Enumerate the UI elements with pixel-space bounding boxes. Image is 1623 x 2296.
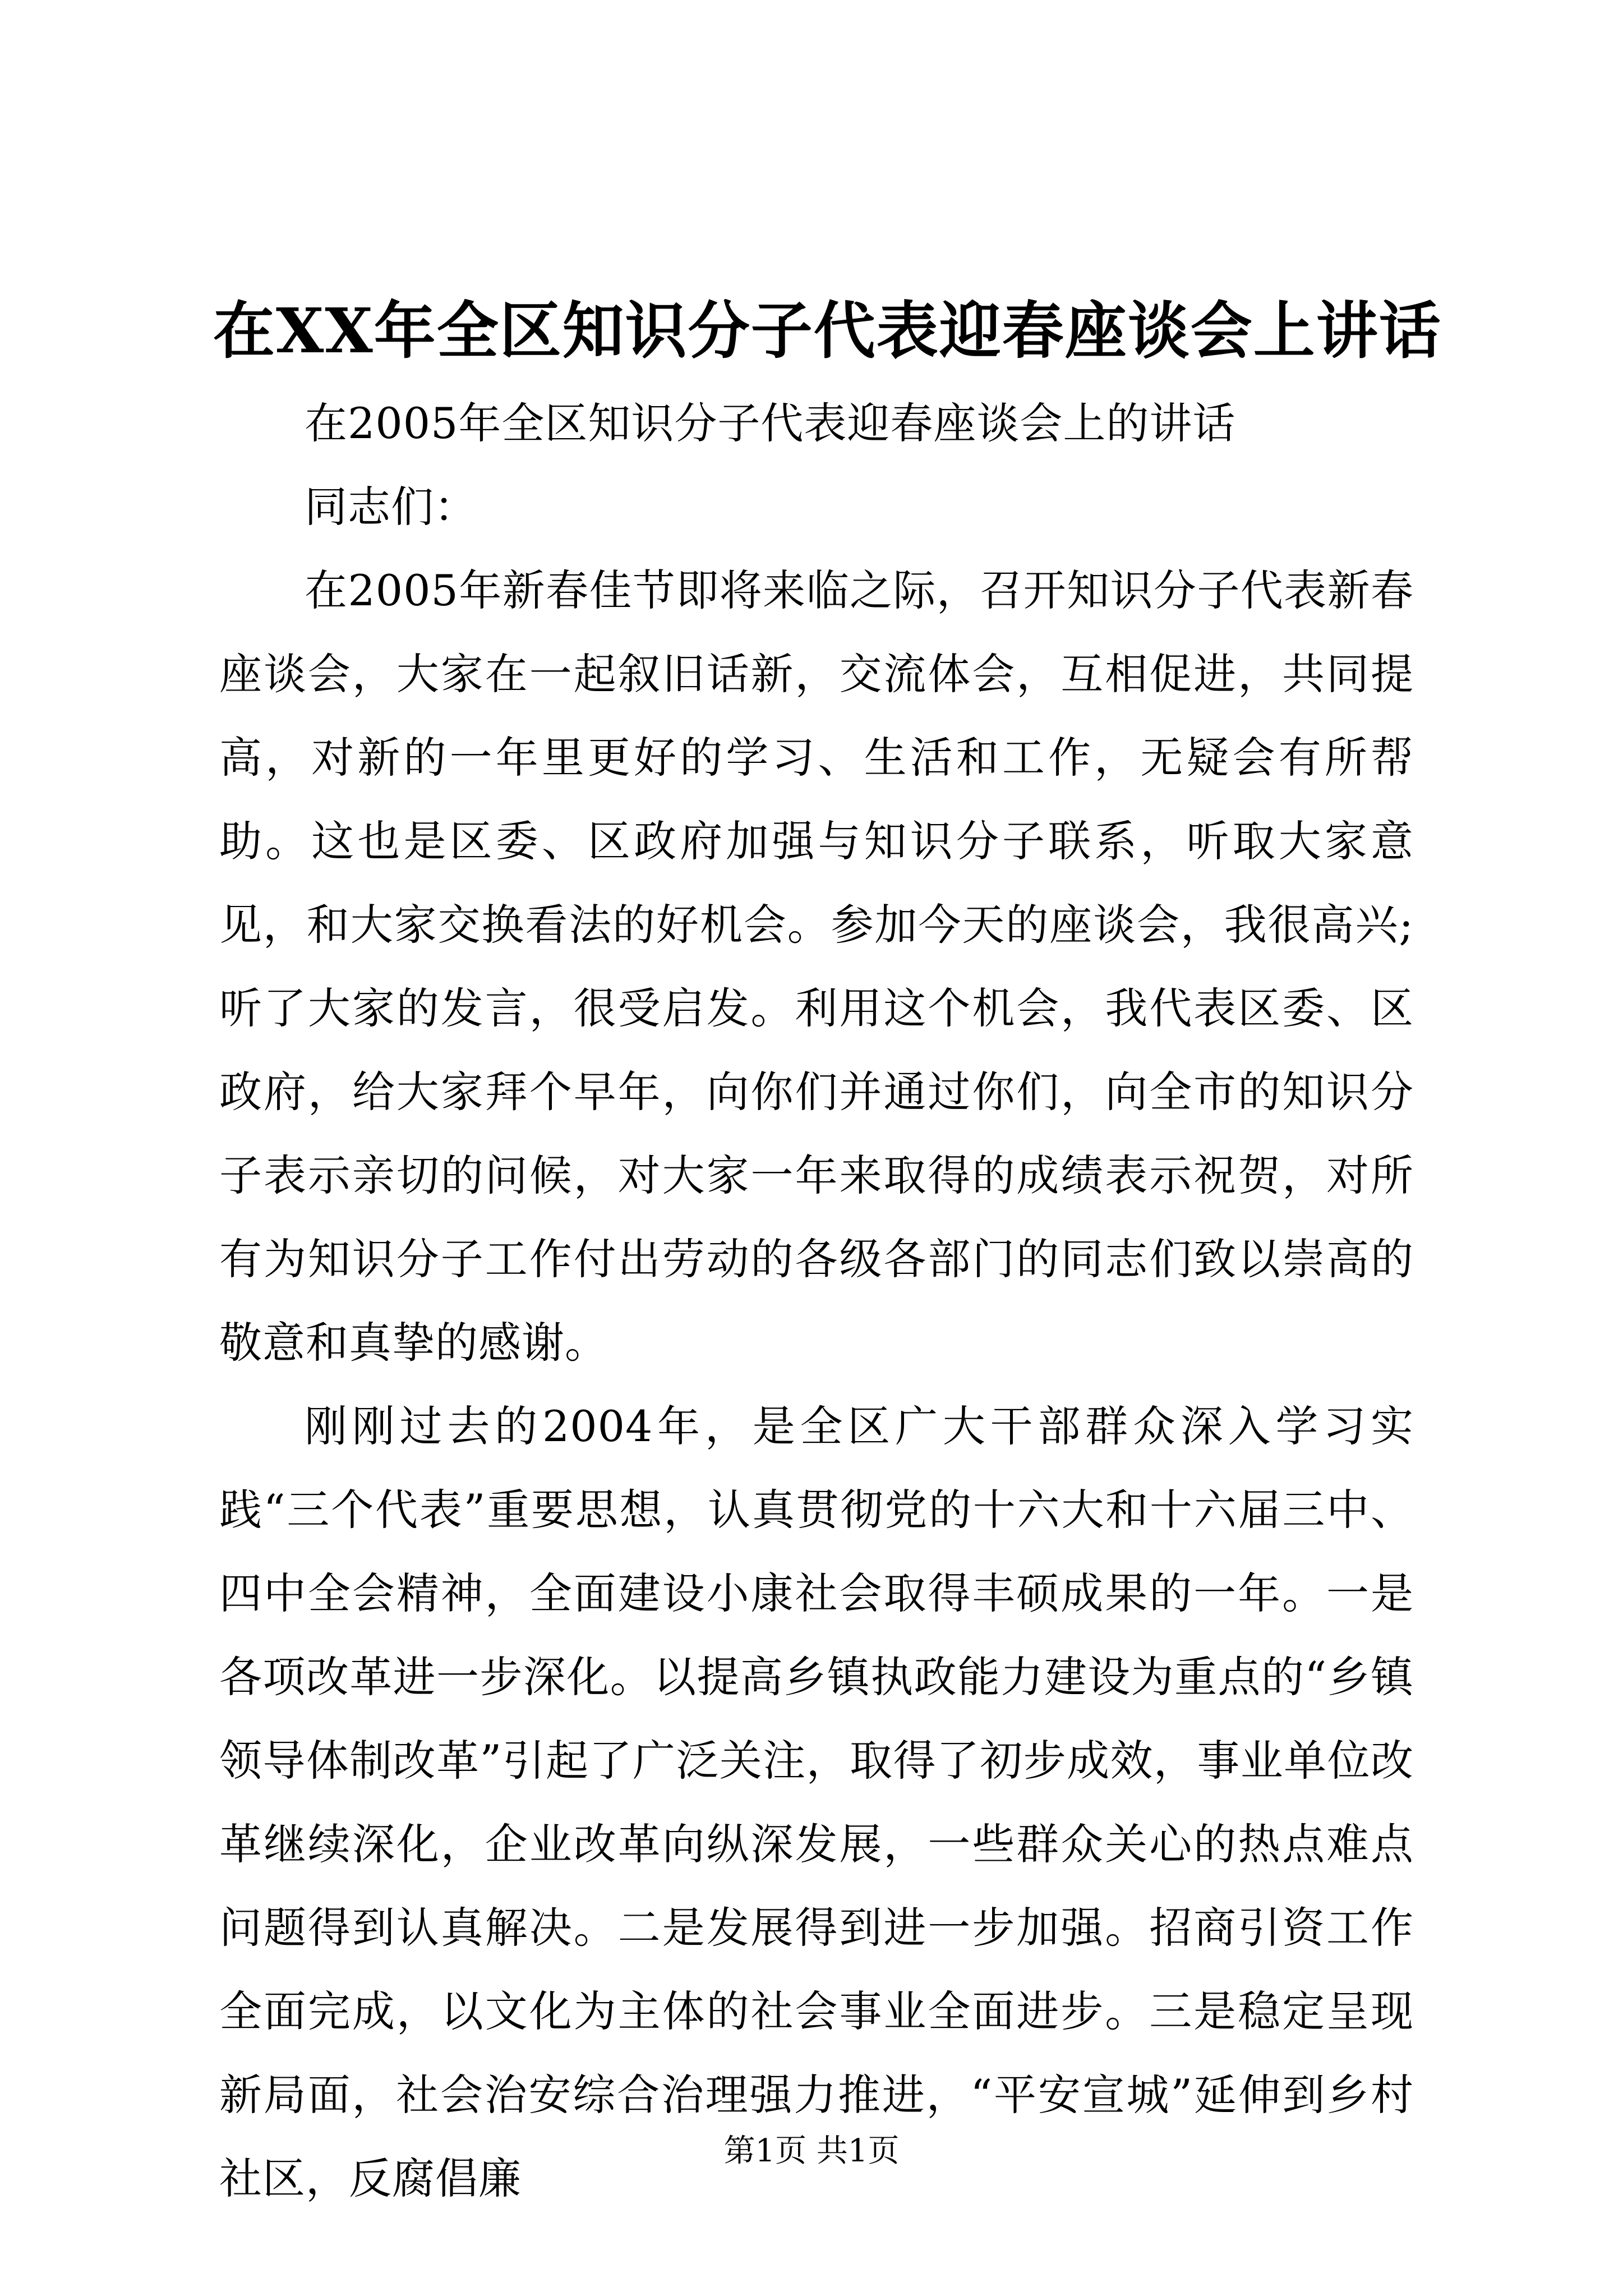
page-footer: 第1页 共1页 bbox=[723, 2133, 900, 2169]
paragraph-opening: 在2005年新春佳节即将来临之际，召开知识分子代表新春座谈会，大家在一起叙旧话新，交流体会，互相促进，共同提高，对新的一年里更好的学习、生活和工作，无疑会有所帮助。这也是区委、区政府加强与知识分子联系，听取大家意见，和大家交换看法的好机会。参加今天的座谈会，我很高兴;听了大家的发言，很受启发。利用这个机会，我代表区委、区政府，给大家拜个早年，向你们并通过你们，向全市的知识分子表示亲切的问候，对大家一年来取得的成绩表示祝贺，对所有为知识分子工作付出劳动的各级各部门的同志们致以崇高的敬意和真挚的感谢。 bbox=[219, 565, 1414, 1368]
document-body bbox=[219, 381, 1414, 2220]
document-title: 在XX年全区知识分子代表迎春座谈会上讲话 bbox=[213, 295, 1442, 367]
paragraph-review: 刚刚过去的2004年，是全区广大干部群众深入学习实践“三个代表”重要思想，认真贯彻党的十六大和十六届三中、四中全会精神，全面建设小康社会取得丰硕成果的一年。一是各项改革进一步深化。以提高乡镇执政能力建设为重点的“乡镇领导体制改革”引起了广泛关注，取得了初步成效，事业单位改革继续深化，企业改革向纵深发展，一些群众关心的热点难点问题得到认真解决。二是发展得到进一步加强。招商引资工作全面完成，以文化为主体的社会事业全面进步。三是稳定呈现新局面，社会治安综合治理强力推进，“平安宣城”延伸到乡村社区，反腐倡廉 bbox=[219, 1401, 1414, 2203]
paragraph-salutation: 同志们： bbox=[305, 482, 477, 532]
paragraph-subtitle: 在2005年全区知识分子代表迎春座谈会上的讲话 bbox=[305, 398, 1236, 448]
